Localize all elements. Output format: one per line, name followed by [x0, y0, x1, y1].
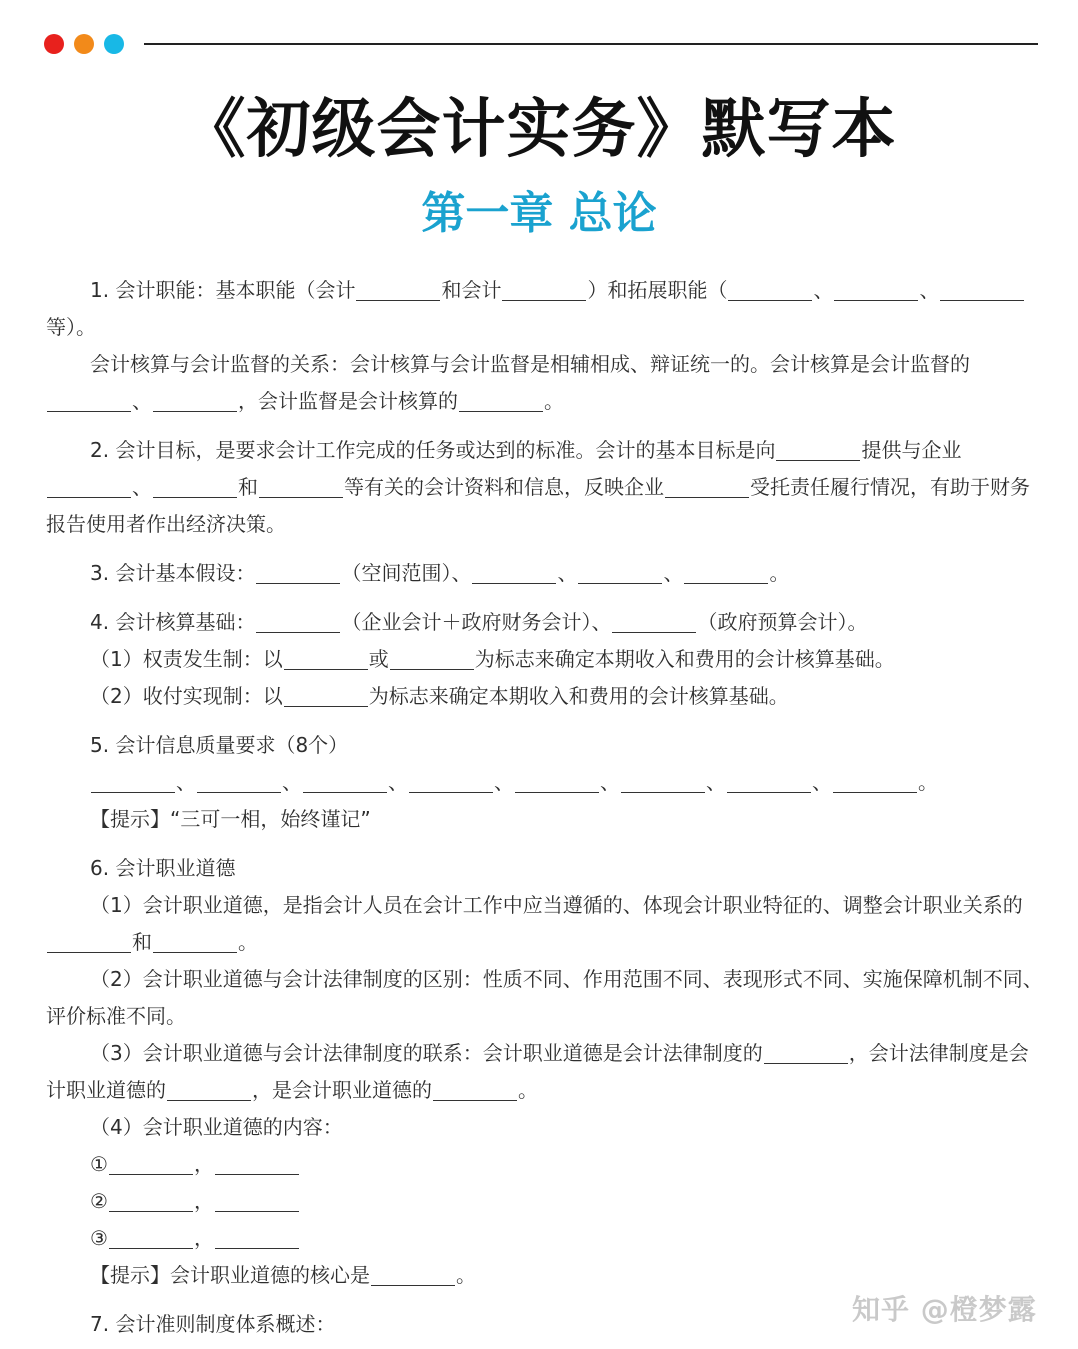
header-rule — [144, 43, 1038, 45]
fill-blank[interactable] — [256, 561, 340, 584]
fill-blank[interactable] — [727, 770, 811, 793]
fill-blank[interactable] — [109, 1189, 193, 1212]
fill-blank[interactable] — [153, 930, 237, 953]
chapter-title: 第一章 总论 — [421, 188, 657, 239]
section-7: 7. 会计准则制度体系概述： — [90, 1312, 336, 1336]
orange-dot-icon — [74, 34, 94, 54]
fill-blank[interactable] — [776, 438, 860, 461]
top-decoration — [44, 34, 1038, 54]
page-title: 《初级会计实务》默写本 — [181, 93, 897, 167]
fill-blank[interactable] — [167, 1078, 251, 1101]
fill-blank[interactable] — [215, 1152, 299, 1175]
fill-blank[interactable] — [153, 389, 237, 412]
fill-blank[interactable] — [515, 770, 599, 793]
fill-blank[interactable] — [502, 278, 586, 301]
fill-blank[interactable] — [833, 770, 917, 793]
section-3: 3. 会计基本假设： （空间范围）、 、 、 。 — [90, 561, 790, 585]
fill-blank[interactable] — [47, 930, 131, 953]
fill-blank[interactable] — [433, 1078, 517, 1101]
cyan-dot-icon — [104, 34, 124, 54]
fill-blank[interactable] — [472, 561, 556, 584]
fill-blank[interactable] — [356, 278, 440, 301]
section-6-definition: （1）会计职业道德，是指会计人员在会计工作中应当遵循的、体现会计职业特征的、调整会计职业关系的和 。 — [46, 887, 1046, 961]
fill-blank[interactable] — [215, 1189, 299, 1212]
section-6: 6. 会计职业道德 — [90, 856, 236, 880]
fill-blank[interactable] — [284, 684, 368, 707]
fill-blank[interactable] — [109, 1226, 193, 1249]
section-6-content: （4）会计职业道德的内容： — [90, 1115, 343, 1139]
fill-blank[interactable] — [256, 610, 340, 633]
fill-blank[interactable] — [371, 1263, 455, 1286]
section-4: 4. 会计核算基础： （企业会计＋政府财务会计）、 （政府预算会计）。 — [90, 610, 868, 634]
fill-blank[interactable] — [684, 561, 768, 584]
section-6-difference: （2）会计职业道德与会计法律制度的区别：性质不同、作用范围不同、表现形式不同、实施保障机制不同、评价标准不同。 — [46, 967, 1043, 1028]
fill-blank[interactable] — [834, 278, 918, 301]
fill-blank[interactable] — [91, 770, 175, 793]
section-5: 5. 会计信息质量要求（8个） — [90, 733, 349, 757]
section-6-hint: 【提示】会计职业道德的核心是 。 — [90, 1263, 476, 1287]
fill-blank[interactable] — [390, 647, 474, 670]
section-4-cash: （2）收付实现制：以 为标志来确定本期收入和费用的会计核算基础。 — [90, 684, 789, 708]
fill-blank[interactable] — [940, 278, 1024, 301]
fill-blank[interactable] — [47, 475, 131, 498]
section-6-connection: （3）会计职业道德与会计法律制度的联系：会计职业道德是会计法律制度的 ，会计法律制度是会计职业道德的 ，是会计职业道德的 。 — [46, 1041, 1029, 1102]
fill-blank[interactable] — [459, 389, 543, 412]
section-6-item-3: ③ ， — [46, 1220, 1046, 1257]
fill-blank[interactable] — [409, 770, 493, 793]
section-5-hint: 【提示】“三可一相，始终谨记” — [90, 807, 371, 831]
section-2: 2. 会计目标，是要求会计工作完成的任务或达到的标准。会计的基本目标是向 提供与企业、 和 等有关的会计资料和信息，反映企业 受托责任履行情况，有助于财务报告使用者作出经济决策。 — [46, 438, 1030, 536]
fill-blank[interactable] — [764, 1041, 848, 1064]
document-body — [46, 272, 1046, 1343]
fill-blank[interactable] — [109, 1152, 193, 1175]
fill-blank[interactable] — [612, 610, 696, 633]
fill-blank[interactable] — [284, 647, 368, 670]
fill-blank[interactable] — [621, 770, 705, 793]
red-dot-icon — [44, 34, 64, 54]
fill-blank[interactable] — [215, 1226, 299, 1249]
fill-blank[interactable] — [578, 561, 662, 584]
watermark: 知乎 @橙梦露 — [852, 1293, 1037, 1326]
fill-blank[interactable] — [259, 475, 343, 498]
fill-blank[interactable] — [665, 475, 749, 498]
section-4-accrual: （1）权责发生制：以 或 为标志来确定本期收入和费用的会计核算基础。 — [90, 647, 895, 671]
section-1-relation: 会计核算与会计监督的关系：会计核算与会计监督是相辅相成、辩证统一的。会计核算是会计监督的、 ，会计监督是会计核算的 。 — [46, 346, 1046, 420]
fill-blank[interactable] — [303, 770, 387, 793]
fill-blank[interactable] — [153, 475, 237, 498]
fill-blank[interactable] — [197, 770, 281, 793]
section-5-blanks: 、 、 、 、 、 、 、 。 — [46, 764, 1046, 801]
section-6-item-1: ① ， — [46, 1146, 1046, 1183]
section-6-item-2: ② ， — [46, 1183, 1046, 1220]
section-1: 1. 会计职能：基本职能（会计 和会计 ）和拓展职能（ 、 、等）。 — [46, 272, 1046, 346]
fill-blank[interactable] — [728, 278, 812, 301]
fill-blank[interactable] — [47, 389, 131, 412]
